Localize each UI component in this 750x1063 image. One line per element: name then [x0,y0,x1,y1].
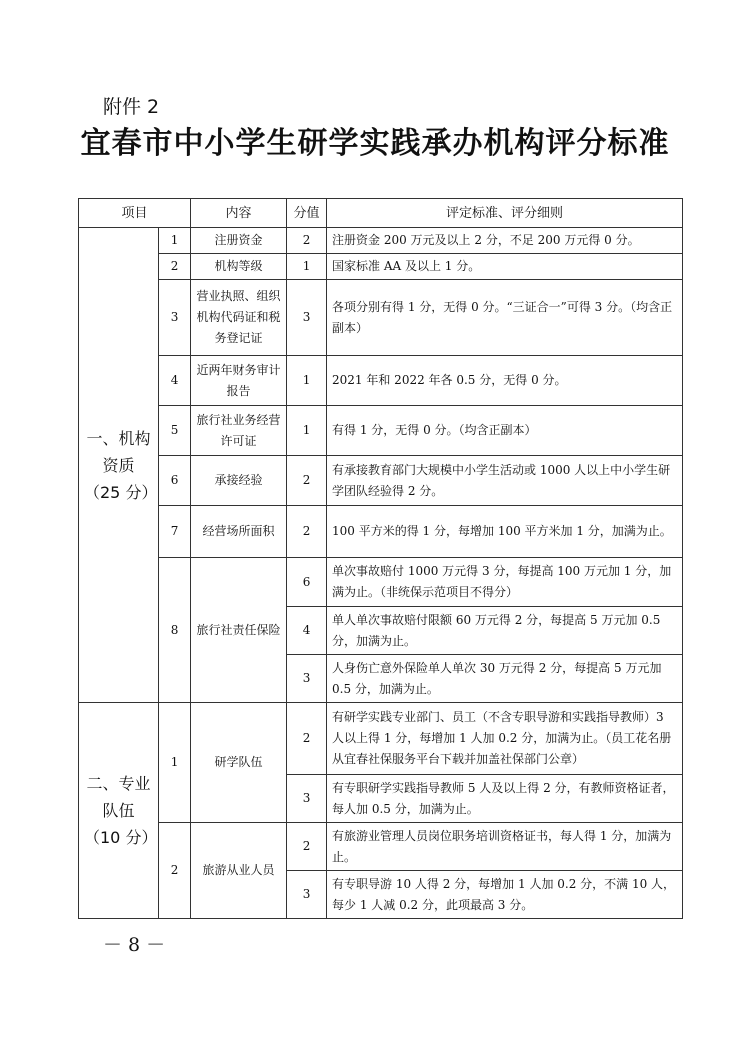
row-score: 2 [287,823,327,871]
row-score: 2 [287,703,327,775]
row-content: 机构等级 [191,254,287,280]
section-label-line: 一、机构 [86,428,151,448]
row-criteria: 有专职研学实践指导教师 5 人及以上得 2 分，有教师资格证者，每人加 0.5 分，加满为止。 [327,775,683,823]
section-label-line: （10 分） [84,828,158,847]
row-criteria: 单人单次事故赔付限额 60 万元得 2 分，每提高 5 万元加 0.5 分，加满为止。 [327,607,683,655]
row-content: 研学队伍 [191,703,287,823]
row-content: 旅行社业务经营许可证 [191,406,287,456]
row-criteria: 各项分别有得 1 分，无得 0 分。“三证合一”可得 3 分。（均含正副本） [327,280,683,356]
row-criteria: 有专职导游 10 人得 2 分，每增加 1 人加 0.2 分，不满 10 人，每少 1 人减 0.2 分，此项最高 3 分。 [327,871,683,919]
table-row [79,254,683,280]
table-row [79,456,683,506]
row-number: 8 [159,558,191,703]
row-score: 3 [287,775,327,823]
row-score: 3 [287,655,327,703]
row-number: 4 [159,356,191,406]
table-row [79,703,683,775]
row-score: 2 [287,506,327,558]
row-criteria: 人身伤亡意外保险单人单次 30 万元得 2 分，每提高 5 万元加 0.5 分，加满为止。 [327,655,683,703]
section-label-line: 二、专业 [86,774,151,793]
row-score: 4 [287,607,327,655]
row-score: 3 [287,871,327,919]
col-header-item: 项目 [79,199,191,228]
row-score: 1 [287,254,327,280]
row-criteria: 单次事故赔付 1000 万元得 3 分，每提高 100 万元加 1 分，加满为止。（非统保示范项目不得分） [327,558,683,607]
row-content: 近两年财务审计报告 [191,356,287,406]
row-criteria: 有旅游业管理人员岗位职务培训资格证书，每人得 1 分，加满为止。 [327,823,683,871]
row-criteria: 有得 1 分，无得 0 分。（均含正副本） [327,406,683,456]
row-score: 1 [287,356,327,406]
table-row [79,280,683,356]
row-content: 营业执照、组织机构代码证和税务登记证 [191,280,287,356]
attachment-label: 附件 2 [103,96,160,118]
row-criteria: 100 平方米的得 1 分，每增加 100 平方米加 1 分，加满为止。 [327,506,683,558]
section-label [79,703,159,919]
section-label-line: 队伍 [102,801,135,820]
section-label-line: （25 分） [84,482,158,502]
col-header-criteria: 评定标准、评分细则 [327,199,683,228]
table-row [79,406,683,456]
row-content: 经营场所面积 [191,506,287,558]
row-criteria: 注册资金 200 万元及以上 2 分，不足 200 万元得 0 分。 [327,228,683,254]
row-number: 3 [159,280,191,356]
row-criteria: 有承接教育部门大规模中小学生活动或 1000 人以上中小学生研学团队经验得 2 分。 [327,456,683,506]
table-row [79,228,683,254]
table-row [79,506,683,558]
row-number: 2 [159,823,191,919]
page-number: － 8 － [103,934,166,956]
row-content: 旅游从业人员 [191,823,287,919]
row-criteria: 有研学实践专业部门、员工（不含专职导游和实践指导教师）3 人以上得 1 分，每增加 1 人加 0.2 分，加满为止。（员工花名册从宜春社保服务平台下载并加盖社保部门公章） [327,703,683,775]
row-score: 3 [287,280,327,356]
row-content: 承接经验 [191,456,287,506]
row-number: 5 [159,406,191,456]
section-label-line: 资质 [102,455,135,475]
scoring-table [78,198,683,919]
section-label [79,228,159,703]
col-header-content: 内容 [191,199,287,228]
table-row [79,823,683,871]
row-score: 2 [287,456,327,506]
row-number: 1 [159,228,191,254]
row-criteria: 国家标准 AA 及以上 1 分。 [327,254,683,280]
row-score: 2 [287,228,327,254]
row-number: 2 [159,254,191,280]
row-content: 注册资金 [191,228,287,254]
table-row [79,558,683,607]
row-criteria: 2021 年和 2022 年各 0.5 分，无得 0 分。 [327,356,683,406]
row-number: 7 [159,506,191,558]
table-header-row [79,199,683,228]
row-score: 1 [287,406,327,456]
col-header-score: 分值 [287,199,327,228]
table-row [79,356,683,406]
row-score: 6 [287,558,327,607]
row-number: 6 [159,456,191,506]
page-title: 宜春市中小学生研学实践承办机构评分标准 [80,126,670,161]
row-content: 旅行社责任保险 [191,558,287,703]
row-number: 1 [159,703,191,823]
